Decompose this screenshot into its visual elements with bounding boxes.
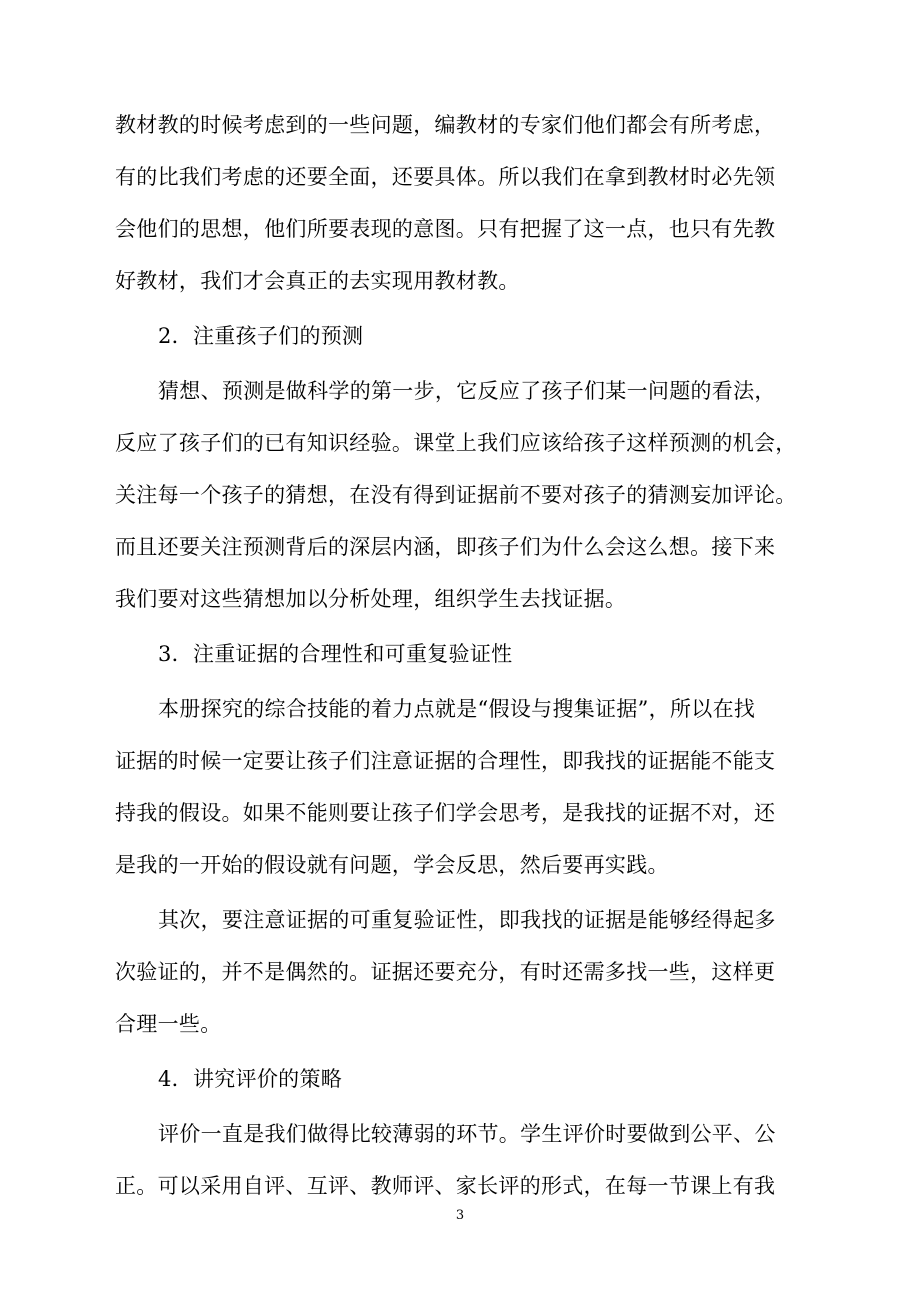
text-line: 本册探究的综合技能的着力点就是“假设与搜集证据”，所以在找	[158, 697, 756, 721]
text-line: 评价一直是我们做得比较薄弱的环节。学生评价时要做到公平、公	[158, 1122, 776, 1146]
text-line: 关注每一个孩子的猜想，在没有得到证据前不要对孩子的猜测妄加评论。	[115, 483, 797, 507]
text-line: 证据的时候一定要让孩子们注意证据的合理性，即我找的证据能不能支	[115, 749, 776, 773]
text-line: 而且还要关注预测背后的深层内涵，即孩子们为什么会这么想。接下来	[115, 535, 776, 559]
section-heading: 3．注重证据的合理性和可重复验证性	[158, 642, 513, 666]
section-heading: 4．讲究评价的策略	[158, 1067, 343, 1091]
page-number: 3	[455, 1208, 465, 1223]
text-line: 正。可以采用自评、互评、教师评、家长评的形式，在每一节课上有我	[115, 1174, 776, 1198]
text-line: 有的比我们考虑的还要全面，还要具体。所以我们在拿到教材时必先领	[115, 165, 776, 189]
text-line: 其次，要注意证据的可重复验证性，即我找的证据是能够经得起多	[158, 908, 776, 932]
text-line: 会他们的思想，他们所要表现的意图。只有把握了这一点，也只有先教	[115, 217, 776, 241]
text-line: 我们要对这些猜想加以分析处理，组织学生去找证据。	[115, 587, 627, 611]
text-line: 是我的一开始的假设就有问题，学会反思，然后要再实践。	[115, 853, 669, 877]
section-heading: 2．注重孩子们的预测	[158, 324, 364, 348]
text-line: 教材教的时候考虑到的一些问题，编教材的专家们他们都会有所考虑，	[115, 113, 776, 137]
text-line: 合理一些。	[115, 1012, 222, 1036]
text-line: 好教材，我们才会真正的去实现用教材教。	[115, 269, 520, 293]
text-line: 猜想、预测是做科学的第一步，它反应了孩子们某一问题的看法，	[158, 379, 776, 403]
text-line: 次验证的，并不是偶然的。证据还要充分，有时还需多找一些，这样更	[115, 960, 776, 984]
text-line: 反应了孩子们的已有知识经验。课堂上我们应该给孩子这样预测的机会，	[115, 431, 797, 455]
text-line: 持我的假设。如果不能则要让孩子们学会思考，是我找的证据不对，还	[115, 801, 776, 825]
